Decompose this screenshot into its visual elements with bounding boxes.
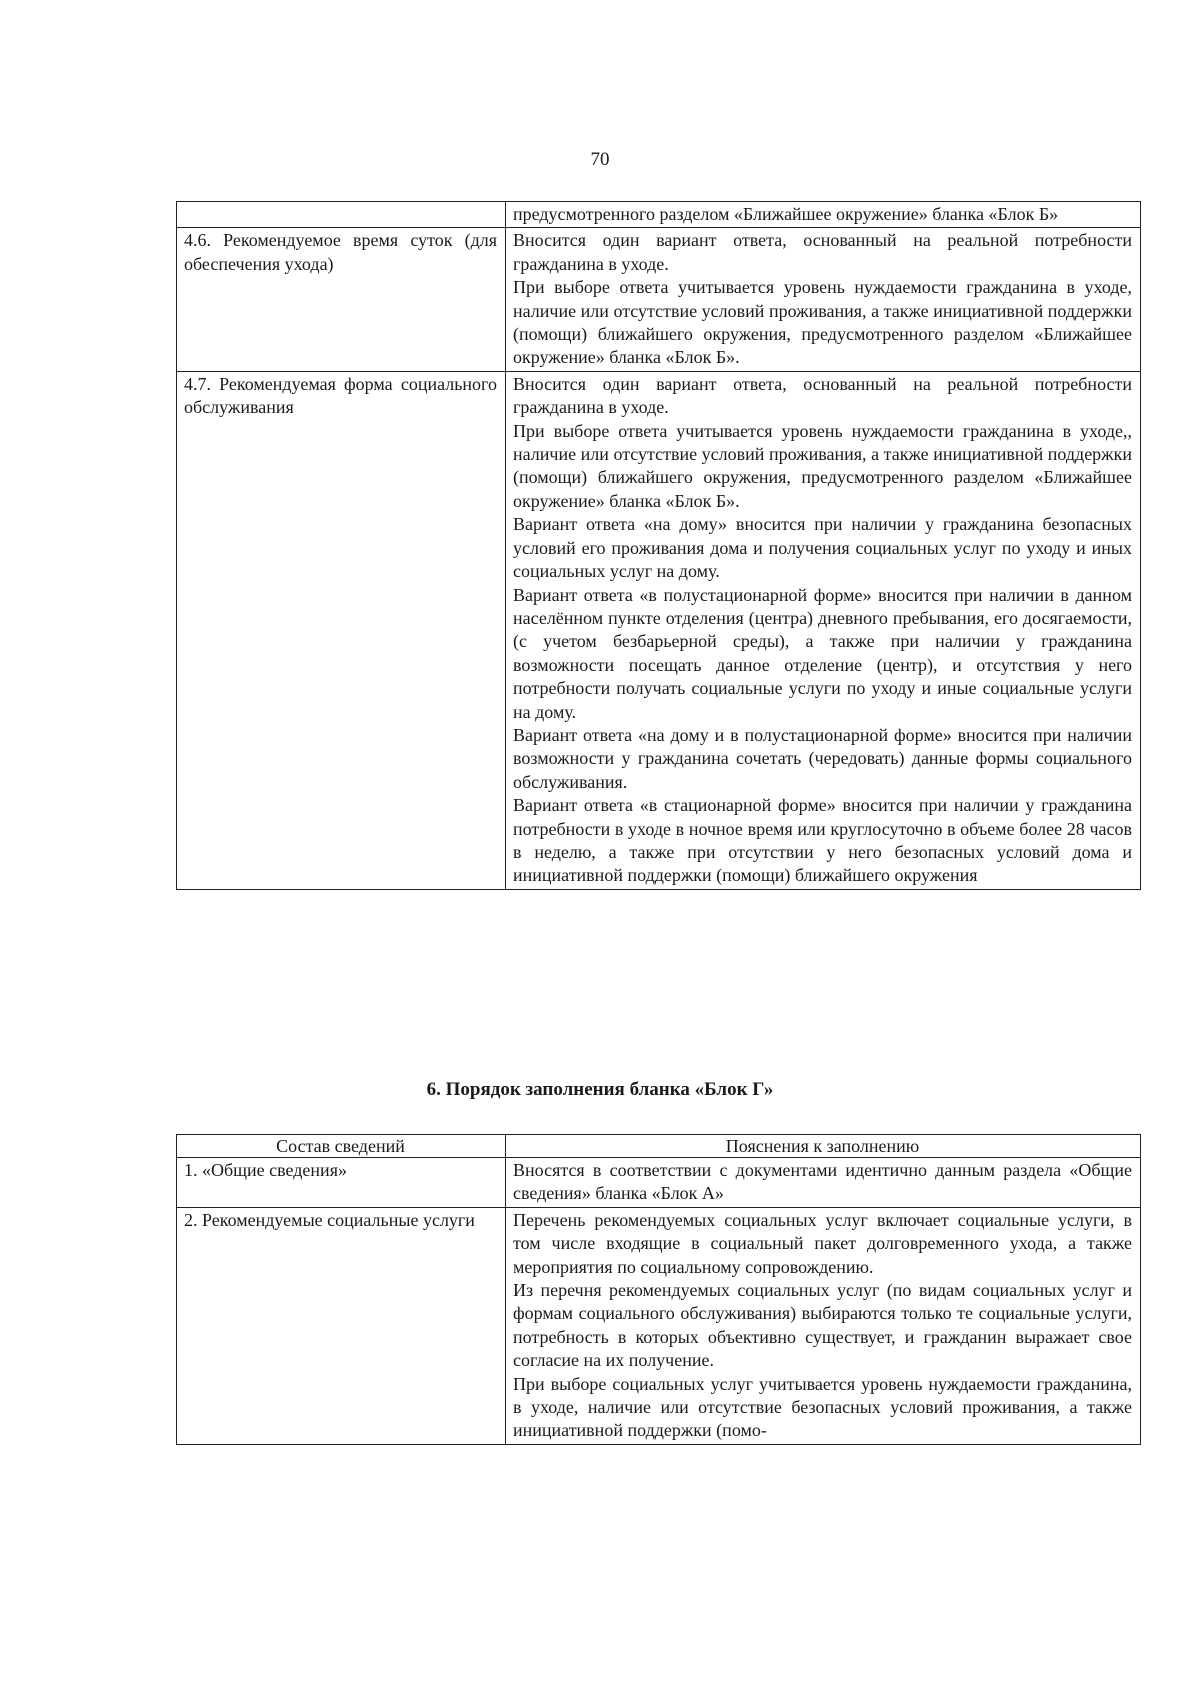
block-g-table: [176, 1134, 1141, 1445]
row-explanation: [506, 202, 1141, 228]
explanation-paragraph: При выборе ответа учитывается уровень нуждаемости гражданина в уходе,, наличие или отсутствие условий проживания, а также инициативной поддержки (помощи) ближайшего окружения, предусмотренного разделом «Ближайшее окружение» бланка «Блок Б».: [513, 420, 1132, 511]
table-row: [177, 1158, 1141, 1208]
explanation-paragraph: Вносится один вариант ответа, основанный на реальной потребности гражданина в уходе.: [513, 373, 1132, 418]
explanation-paragraph: Вариант ответа «на дому» вносится при наличии у гражданина безопасных условий его проживания дома и получения социальных услуг по уходу и иных социальных услуг на дому.: [513, 514, 1132, 582]
row-explanation: [506, 371, 1141, 889]
table-row: [177, 228, 1141, 371]
explanation-paragraph: Вносится один вариант ответа, основанный на реальной потребности гражданина в уходе.: [513, 230, 1132, 274]
table-row: [177, 1207, 1141, 1444]
table-row: [177, 371, 1141, 889]
explanation-paragraph: Перечень рекомендуемых социальных услуг включает социальные услуги, в том числе входящие в социальный пакет долговременного ухода, а также мероприятия по социальному сопровождению.: [513, 1209, 1132, 1277]
explanation-paragraph: Из перечня рекомендуемых социальных услуг (по видам социальных услуг и формам социального обслуживания) выбираются только те социальные услуги, потребность в которых объективно существует, и гражданин выражает свое согласие на их получение.: [513, 1280, 1132, 1371]
explanation-paragraph: Вариант ответа «в стационарной форме» вносится при наличии у гражданина потребности в уходе в ночное время или круглосуточно в объеме более 28 часов в неделю, а также при отсутствии у него безопасных условий дома и инициативной поддержки (помощи) ближайшего окружения: [513, 795, 1132, 886]
row-label: 2. Рекомендуемые социальные услуги: [177, 1207, 506, 1444]
section-heading: 6. Порядок заполнения бланка «Блок Г»: [426, 1079, 774, 1100]
row-label: 4.6. Рекомендуемое время суток (для обеспечения ухода): [177, 228, 506, 371]
explanation-paragraph: При выборе ответа учитывается уровень нуждаемости гражданина в уходе, наличие или отсутствие условий проживания, а также инициативной поддержки (помощи) ближайшего окружения, предусмотренного разделом «Ближайшее окружение» бланка «Блок Б».: [513, 277, 1132, 368]
continuation-table: [176, 201, 1141, 890]
row-label: [177, 202, 506, 228]
explanation-paragraph: При выборе социальных услуг учитывается уровень нуждаемости гражданина, в уходе, наличие или отсутствие безопасных условий проживания, а также инициативной поддержки (помо-: [513, 1373, 1132, 1441]
page-number: 70: [590, 149, 610, 170]
explanation-paragraph: Вариант ответа «на дому и в полустационарной форме» вносится при наличии возможности у гражданина сочетать (чередовать) данные формы социального обслуживания.: [513, 724, 1132, 792]
row-explanation: [506, 228, 1141, 371]
explanation-paragraph: предусмотренного разделом «Ближайшее окружение» бланка «Блок Б»: [513, 204, 1059, 224]
row-explanation: [506, 1207, 1141, 1444]
column-header: Пояснения к заполнению: [506, 1135, 1141, 1158]
explanation-paragraph: Вносятся в соответствии с документами идентично данным раздела «Общие сведения» бланка «Блок А»: [513, 1160, 1132, 1204]
row-label: 4.7. Рекомендуемая форма социального обслуживания: [177, 371, 506, 889]
row-explanation: [506, 1158, 1141, 1208]
table-row: [177, 202, 1141, 228]
explanation-paragraph: Вариант ответа «в полустационарной форме» вносится при наличии в данном населённом пункте отделения (центра) дневного пребывания, его досягаемости, (с учетом безбарьерной среды), а также при наличии у гражданина возможности посещать данное отделение (центр), и отсутствия у него потребности получать социальные услуги по уходу и иные социальные услуги на дому.: [513, 584, 1132, 722]
table-header-row: [177, 1135, 1141, 1158]
column-header: Состав сведений: [177, 1135, 506, 1158]
row-label: 1. «Общие сведения»: [177, 1158, 506, 1208]
